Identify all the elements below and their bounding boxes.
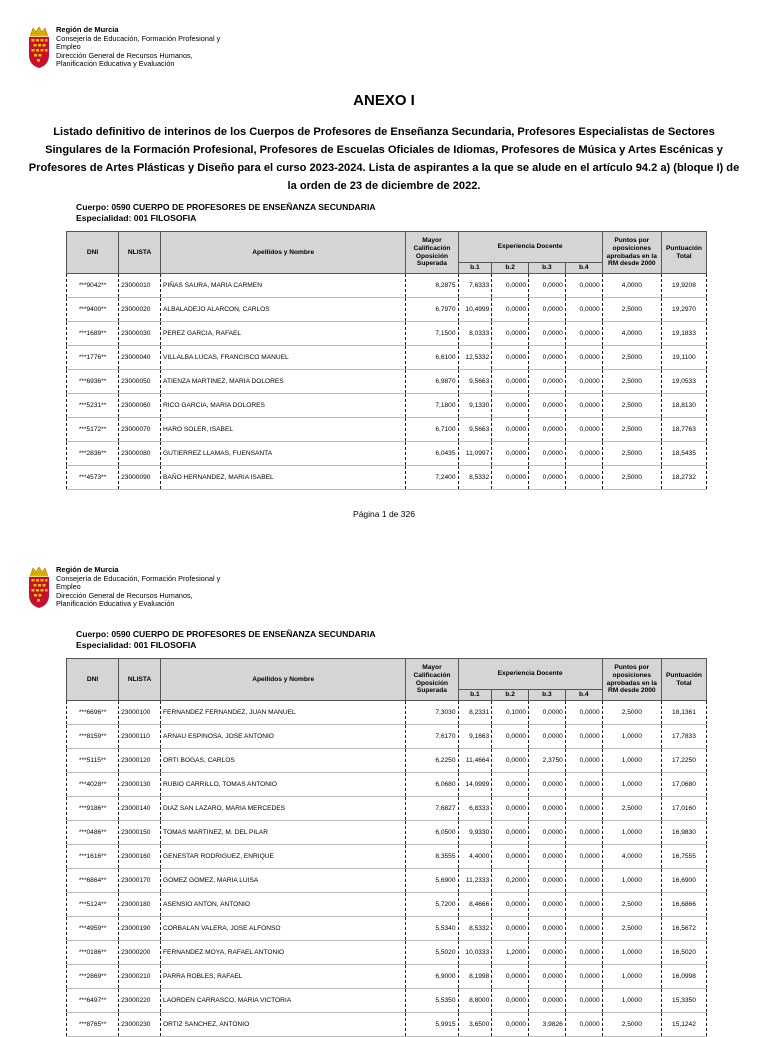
- b2-cell: 0,0000: [492, 394, 529, 418]
- name-cell: RUBIO CARRILLO, TOMAS ANTONIO: [161, 773, 406, 797]
- results-table-page-2: [66, 658, 707, 1037]
- b3-cell: 0,0000: [529, 725, 566, 749]
- b1-cell: 8,0333: [458, 322, 492, 346]
- total-cell: 15,1242: [661, 1013, 706, 1037]
- mayor-cell: 7,1500: [406, 322, 458, 346]
- col-experiencia: Experiencia Docente: [458, 659, 602, 690]
- puntos-cell: 4,0000: [602, 845, 661, 869]
- b4-cell: 0,0000: [565, 965, 602, 989]
- org-name: Región de Murcia: [56, 565, 119, 574]
- b1-cell: 9,1663: [458, 725, 492, 749]
- b4-cell: 0,0000: [565, 893, 602, 917]
- dni-cell: ***6864**: [67, 869, 119, 893]
- especialidad-label: Especialidad: 001 FILOSOFIA: [76, 213, 197, 223]
- total-cell: 19,1100: [661, 346, 706, 370]
- b3-cell: 0,0000: [529, 442, 566, 466]
- b4-cell: 0,0000: [565, 941, 602, 965]
- nlista-cell: 23000080: [119, 442, 161, 466]
- name-cell: ASENSIO ANTON, ANTONIO: [161, 893, 406, 917]
- region-murcia-crest-icon: [27, 567, 51, 609]
- puntos-cell: 2,5000: [602, 797, 661, 821]
- b2-cell: 0,0000: [492, 370, 529, 394]
- b2-cell: 0,0000: [492, 1013, 529, 1037]
- b1-cell: 10,0333: [458, 941, 492, 965]
- b3-cell: 0,0000: [529, 797, 566, 821]
- mayor-cell: 7,6170: [406, 725, 458, 749]
- b3-cell: 0,0000: [529, 773, 566, 797]
- col-experiencia: Experiencia Docente: [458, 232, 602, 263]
- header-line: Empleo: [56, 42, 81, 52]
- b1-cell: 9,5663: [458, 418, 492, 442]
- nlista-cell: 23000050: [119, 370, 161, 394]
- name-cell: ARNAU ESPINOSA, JOSE ANTONIO: [161, 725, 406, 749]
- org-name: Región de Murcia: [56, 25, 119, 34]
- puntos-cell: 2,5000: [602, 394, 661, 418]
- dni-cell: ***8159**: [67, 725, 119, 749]
- b2-cell: 0,0000: [492, 893, 529, 917]
- puntos-cell: 1,0000: [602, 965, 661, 989]
- mayor-cell: 5,7200: [406, 893, 458, 917]
- col-b4: b.4: [565, 263, 602, 274]
- nlista-cell: 23000060: [119, 394, 161, 418]
- nlista-cell: 23000120: [119, 749, 161, 773]
- b2-cell: 0,0000: [492, 749, 529, 773]
- b1-cell: 7,6333: [458, 274, 492, 298]
- mayor-cell: 6,0680: [406, 773, 458, 797]
- b2-cell: 0,2000: [492, 869, 529, 893]
- col-b3: b.3: [529, 690, 566, 701]
- cuerpo-label: Cuerpo: 0590 CUERPO DE PROFESORES DE ENSEÑANZA SECUNDARIA: [76, 629, 376, 639]
- header-line: Planificación Educativa y Evaluación: [56, 598, 175, 608]
- dni-cell: ***0186**: [67, 941, 119, 965]
- col-dni: DNI: [67, 232, 119, 274]
- b4-cell: 0,0000: [565, 845, 602, 869]
- b2-cell: 0,0000: [492, 845, 529, 869]
- mayor-cell: 6,2250: [406, 749, 458, 773]
- b4-cell: 0,0000: [565, 701, 602, 725]
- annex-title: ANEXO I: [353, 92, 415, 109]
- dni-cell: ***5231**: [67, 394, 119, 418]
- name-cell: GENESTAR RODRIGUEZ, ENRIQUE: [161, 845, 406, 869]
- nlista-cell: 23000110: [119, 725, 161, 749]
- name-cell: GOMEZ GOMEZ, MARIA LUISA: [161, 869, 406, 893]
- mayor-cell: 7,2400: [406, 466, 458, 490]
- nlista-cell: 23000090: [119, 466, 161, 490]
- dni-cell: ***9186**: [67, 797, 119, 821]
- puntos-cell: 2,5000: [602, 418, 661, 442]
- mayor-cell: 8,2875: [406, 274, 458, 298]
- dni-cell: ***4028**: [67, 773, 119, 797]
- header-text: [56, 566, 220, 609]
- col-b4: b.4: [565, 690, 602, 701]
- nlista-cell: 23000070: [119, 418, 161, 442]
- dni-cell: ***1616**: [67, 845, 119, 869]
- table-body: [67, 701, 707, 1037]
- name-cell: LAORDEN CARRASCO, MARIA VICTORIA: [161, 989, 406, 1013]
- b2-cell: 0,0000: [492, 989, 529, 1013]
- dni-cell: ***2836**: [67, 442, 119, 466]
- dni-cell: ***1689**: [67, 322, 119, 346]
- name-cell: PARRA ROBLES, RAFAEL: [161, 965, 406, 989]
- table-row: [67, 1013, 707, 1037]
- nlista-cell: 23000190: [119, 917, 161, 941]
- nlista-cell: 23000140: [119, 797, 161, 821]
- cuerpo-block: [76, 629, 376, 651]
- name-cell: TOMAS MARTINEZ, M. DEL PILAR: [161, 821, 406, 845]
- puntos-cell: 1,0000: [602, 869, 661, 893]
- puntos-cell: 2,5000: [602, 701, 661, 725]
- b1-cell: 9,5663: [458, 370, 492, 394]
- mayor-cell: 6,9870: [406, 370, 458, 394]
- nlista-cell: 23000230: [119, 1013, 161, 1037]
- mayor-cell: 5,5020: [406, 941, 458, 965]
- b4-cell: 0,0000: [565, 466, 602, 490]
- b2-cell: 0,0000: [492, 965, 529, 989]
- table-header: [67, 659, 707, 701]
- col-mayor: Mayor Calificación Oposición Superada: [406, 659, 458, 701]
- nlista-cell: 23000020: [119, 298, 161, 322]
- b1-cell: 8,1998: [458, 965, 492, 989]
- b3-cell: 0,0000: [529, 845, 566, 869]
- b1-cell: 12,5332: [458, 346, 492, 370]
- b2-cell: 0,0000: [492, 442, 529, 466]
- b1-cell: 9,1330: [458, 394, 492, 418]
- b3-cell: 3,9826: [529, 1013, 566, 1037]
- col-nlista: NLISTA: [119, 232, 161, 274]
- document-description: Listado definitivo de interinos de los Cuerpos de Profesores de Enseñanza Secundaria, Profesores Especialistas de Sectores Singulares de la Formación Profesional, Profesores de Escuelas Oficiales de Idiomas, Profesores de Música y Artes Escénicas y Profesores de Artes Plásticas y Diseño para el curso 2023-2024. Lista de aspirantes a la que se alude en el artículo 94.2 a) (bloque I) de la orden de 23 de diciembre de 2022.: [28, 126, 740, 192]
- mayor-cell: 6,0500: [406, 821, 458, 845]
- b3-cell: 0,0000: [529, 821, 566, 845]
- b2-cell: 0,0000: [492, 274, 529, 298]
- name-cell: PIÑAS SAURA, MARIA CARMEN: [161, 274, 406, 298]
- mayor-cell: 6,9000: [406, 965, 458, 989]
- header-line: Planificación Educativa y Evaluación: [56, 58, 175, 68]
- b3-cell: 0,0000: [529, 941, 566, 965]
- dni-cell: ***8765**: [67, 1013, 119, 1037]
- b2-cell: 0,0000: [492, 773, 529, 797]
- cuerpo-label: Cuerpo: 0590 CUERPO DE PROFESORES DE ENSEÑANZA SECUNDARIA: [76, 202, 376, 212]
- total-cell: 16,0998: [661, 965, 706, 989]
- b2-cell: 0,0000: [492, 418, 529, 442]
- b1-cell: 3,6500: [458, 1013, 492, 1037]
- b4-cell: 0,0000: [565, 749, 602, 773]
- puntos-cell: 2,5000: [602, 466, 661, 490]
- total-cell: 16,5020: [661, 941, 706, 965]
- nlista-cell: 23000030: [119, 322, 161, 346]
- puntos-cell: 1,0000: [602, 989, 661, 1013]
- name-cell: VILLALBA LUCAS, FRANCISCO MANUEL: [161, 346, 406, 370]
- table-row: [67, 989, 707, 1013]
- mayor-cell: 5,5340: [406, 917, 458, 941]
- nlista-cell: 23000100: [119, 701, 161, 725]
- table-row: [67, 797, 707, 821]
- mayor-cell: 5,5350: [406, 989, 458, 1013]
- mayor-cell: 6,7970: [406, 298, 458, 322]
- total-cell: 18,7763: [661, 418, 706, 442]
- puntos-cell: 1,0000: [602, 773, 661, 797]
- b3-cell: 0,0000: [529, 869, 566, 893]
- b4-cell: 0,0000: [565, 442, 602, 466]
- page-header: [27, 567, 220, 609]
- puntos-cell: 2,5000: [602, 1013, 661, 1037]
- nlista-cell: 23000160: [119, 845, 161, 869]
- b4-cell: 0,0000: [565, 917, 602, 941]
- table-row: [67, 917, 707, 941]
- table-row: [67, 725, 707, 749]
- b1-cell: 9,9330: [458, 821, 492, 845]
- b4-cell: 0,0000: [565, 418, 602, 442]
- mayor-cell: 7,3030: [406, 701, 458, 725]
- nlista-cell: 23000010: [119, 274, 161, 298]
- total-cell: 19,0533: [661, 370, 706, 394]
- dni-cell: ***9042**: [67, 274, 119, 298]
- page-footer: Página 1 de 326: [353, 509, 415, 519]
- nlista-cell: 23000040: [119, 346, 161, 370]
- dni-cell: ***5115**: [67, 749, 119, 773]
- b2-cell: 0,0000: [492, 917, 529, 941]
- table-row: [67, 869, 707, 893]
- b2-cell: 0,0000: [492, 346, 529, 370]
- col-b1: b.1: [458, 263, 492, 274]
- name-cell: DIAZ SAN LAZARO, MARIA MERCEDES: [161, 797, 406, 821]
- b2-cell: 0,0000: [492, 322, 529, 346]
- dni-cell: ***6696**: [67, 701, 119, 725]
- col-b2: b.2: [492, 690, 529, 701]
- col-b1: b.1: [458, 690, 492, 701]
- table-row: [67, 701, 707, 725]
- b3-cell: 0,0000: [529, 965, 566, 989]
- header-line: Dirección General de Recursos Humanos,: [56, 590, 193, 600]
- b1-cell: 10,4999: [458, 298, 492, 322]
- mayor-cell: 8,3555: [406, 845, 458, 869]
- puntos-cell: 1,0000: [602, 821, 661, 845]
- name-cell: GUTIERREZ LLAMAS, FUENSANTA: [161, 442, 406, 466]
- b4-cell: 0,0000: [565, 773, 602, 797]
- name-cell: FERNANDEZ FERNANDEZ, JUAN MANUEL: [161, 701, 406, 725]
- total-cell: 18,5435: [661, 442, 706, 466]
- nlista-cell: 23000180: [119, 893, 161, 917]
- puntos-cell: 2,5000: [602, 370, 661, 394]
- mayor-cell: 5,9915: [406, 1013, 458, 1037]
- b4-cell: 0,0000: [565, 322, 602, 346]
- col-puntos: Puntos por oposiciones aprobadas en la RM desde 2000: [602, 659, 661, 701]
- puntos-cell: 1,0000: [602, 725, 661, 749]
- b4-cell: 0,0000: [565, 370, 602, 394]
- b4-cell: 0,0000: [565, 394, 602, 418]
- col-dni: DNI: [67, 659, 119, 701]
- b4-cell: 0,0000: [565, 346, 602, 370]
- col-nlista: NLISTA: [119, 659, 161, 701]
- b4-cell: 0,0000: [565, 725, 602, 749]
- dni-cell: ***6936**: [67, 370, 119, 394]
- mayor-cell: 6,0435: [406, 442, 458, 466]
- puntos-cell: 1,0000: [602, 941, 661, 965]
- b1-cell: 8,8000: [458, 989, 492, 1013]
- name-cell: HARO SOLER, ISABEL: [161, 418, 406, 442]
- b4-cell: 0,0000: [565, 869, 602, 893]
- b3-cell: 0,0000: [529, 322, 566, 346]
- total-cell: 18,8130: [661, 394, 706, 418]
- total-cell: 16,6900: [661, 869, 706, 893]
- header-line: Dirección General de Recursos Humanos,: [56, 50, 193, 60]
- name-cell: RICO GARCIA, MARIA DOLORES: [161, 394, 406, 418]
- mayor-cell: 7,6827: [406, 797, 458, 821]
- col-puntos: Puntos por oposiciones aprobadas en la RM desde 2000: [602, 232, 661, 274]
- dni-cell: ***2869**: [67, 965, 119, 989]
- b2-cell: 0,0000: [492, 797, 529, 821]
- name-cell: ATIENZA MARTINEZ, MARIA DOLORES: [161, 370, 406, 394]
- b3-cell: 0,0000: [529, 370, 566, 394]
- b2-cell: 0,0000: [492, 466, 529, 490]
- header-line: Empleo: [56, 582, 81, 592]
- puntos-cell: 4,0000: [602, 322, 661, 346]
- b2-cell: 0,0000: [492, 821, 529, 845]
- b1-cell: 8,4666: [458, 893, 492, 917]
- name-cell: PEREZ GARCIA, RAFAEL: [161, 322, 406, 346]
- col-total: Puntuación Total: [661, 232, 706, 274]
- col-total: Puntuación Total: [661, 659, 706, 701]
- name-cell: CORBALAN VALERA, JOSE ALFONSO: [161, 917, 406, 941]
- total-cell: 18,2732: [661, 466, 706, 490]
- b4-cell: 0,0000: [565, 1013, 602, 1037]
- total-cell: 19,9208: [661, 274, 706, 298]
- dni-cell: ***1776**: [67, 346, 119, 370]
- b1-cell: 4,4000: [458, 845, 492, 869]
- b4-cell: 0,0000: [565, 989, 602, 1013]
- mayor-cell: 6,6100: [406, 346, 458, 370]
- name-cell: FERNANDEZ MOYA, RAFAEL ANTONIO: [161, 941, 406, 965]
- col-b3: b.3: [529, 263, 566, 274]
- dni-cell: ***9400**: [67, 298, 119, 322]
- b3-cell: 0,0000: [529, 466, 566, 490]
- b1-cell: 6,8333: [458, 797, 492, 821]
- b2-cell: 0,0000: [492, 725, 529, 749]
- b2-cell: 1,2000: [492, 941, 529, 965]
- total-cell: 17,0680: [661, 773, 706, 797]
- nlista-cell: 23000200: [119, 941, 161, 965]
- table-row: [67, 749, 707, 773]
- total-cell: 17,0160: [661, 797, 706, 821]
- col-nombre: Apellidos y Nombre: [161, 659, 406, 701]
- b3-cell: 0,0000: [529, 298, 566, 322]
- col-mayor: Mayor Calificación Oposición Superada: [406, 232, 458, 274]
- table-row: [67, 773, 707, 797]
- mayor-cell: 7,1800: [406, 394, 458, 418]
- b3-cell: 0,0000: [529, 989, 566, 1013]
- nlista-cell: 23000210: [119, 965, 161, 989]
- puntos-cell: 2,5000: [602, 298, 661, 322]
- b3-cell: 0,0000: [529, 917, 566, 941]
- b3-cell: 0,0000: [529, 394, 566, 418]
- table-row: [67, 941, 707, 965]
- name-cell: BAÑO HERNANDEZ, MARIA ISABEL: [161, 466, 406, 490]
- puntos-cell: 2,5000: [602, 917, 661, 941]
- b3-cell: 0,0000: [529, 274, 566, 298]
- name-cell: ORTI BOGAS, CARLOS: [161, 749, 406, 773]
- col-nombre: Apellidos y Nombre: [161, 232, 406, 274]
- b2-cell: 0,1000: [492, 701, 529, 725]
- header-line: Consejería de Educación, Formación Profesional y: [56, 34, 221, 44]
- total-cell: 19,2970: [661, 298, 706, 322]
- total-cell: 16,9830: [661, 821, 706, 845]
- puntos-cell: 2,5000: [602, 893, 661, 917]
- b1-cell: 8,5332: [458, 917, 492, 941]
- total-cell: 17,7833: [661, 725, 706, 749]
- nlista-cell: 23000150: [119, 821, 161, 845]
- puntos-cell: 2,5000: [602, 346, 661, 370]
- table-row: [67, 821, 707, 845]
- dni-cell: ***5124**: [67, 893, 119, 917]
- total-cell: 16,6866: [661, 893, 706, 917]
- b1-cell: 11,0997: [458, 442, 492, 466]
- table-row: [67, 845, 707, 869]
- total-cell: 18,1361: [661, 701, 706, 725]
- total-cell: 17,2250: [661, 749, 706, 773]
- dni-cell: ***4573**: [67, 466, 119, 490]
- b3-cell: 0,0000: [529, 418, 566, 442]
- b4-cell: 0,0000: [565, 797, 602, 821]
- b3-cell: 0,0000: [529, 346, 566, 370]
- b4-cell: 0,0000: [565, 298, 602, 322]
- b3-cell: 0,0000: [529, 893, 566, 917]
- total-cell: 16,5672: [661, 917, 706, 941]
- name-cell: ORTIZ SANCHEZ, ANTONIO: [161, 1013, 406, 1037]
- total-cell: 19,1833: [661, 322, 706, 346]
- dni-cell: ***5172**: [67, 418, 119, 442]
- b3-cell: 0,0000: [529, 701, 566, 725]
- puntos-cell: 2,5000: [602, 442, 661, 466]
- name-cell: ALBALADEJO ALARCON, CARLOS: [161, 298, 406, 322]
- header-line: Consejería de Educación, Formación Profesional y: [56, 574, 221, 584]
- b1-cell: 14,0999: [458, 773, 492, 797]
- b2-cell: 0,0000: [492, 298, 529, 322]
- mayor-cell: 5,6900: [406, 869, 458, 893]
- col-b2: b.2: [492, 263, 529, 274]
- puntos-cell: 1,0000: [602, 749, 661, 773]
- mayor-cell: 6,7100: [406, 418, 458, 442]
- b1-cell: 8,5332: [458, 466, 492, 490]
- b4-cell: 0,0000: [565, 821, 602, 845]
- dni-cell: ***0486**: [67, 821, 119, 845]
- nlista-cell: 23000130: [119, 773, 161, 797]
- dni-cell: ***6497**: [67, 989, 119, 1013]
- dni-cell: ***4959**: [67, 917, 119, 941]
- especialidad-label: Especialidad: 001 FILOSOFIA: [76, 640, 197, 650]
- b3-cell: 2,3750: [529, 749, 566, 773]
- b1-cell: 11,4664: [458, 749, 492, 773]
- total-cell: 15,3350: [661, 989, 706, 1013]
- table-row: [67, 893, 707, 917]
- b1-cell: 11,2333: [458, 869, 492, 893]
- table-row: [67, 965, 707, 989]
- total-cell: 16,7555: [661, 845, 706, 869]
- nlista-cell: 23000220: [119, 989, 161, 1013]
- nlista-cell: 23000170: [119, 869, 161, 893]
- b4-cell: 0,0000: [565, 274, 602, 298]
- puntos-cell: 4,0000: [602, 274, 661, 298]
- b1-cell: 8,2331: [458, 701, 492, 725]
